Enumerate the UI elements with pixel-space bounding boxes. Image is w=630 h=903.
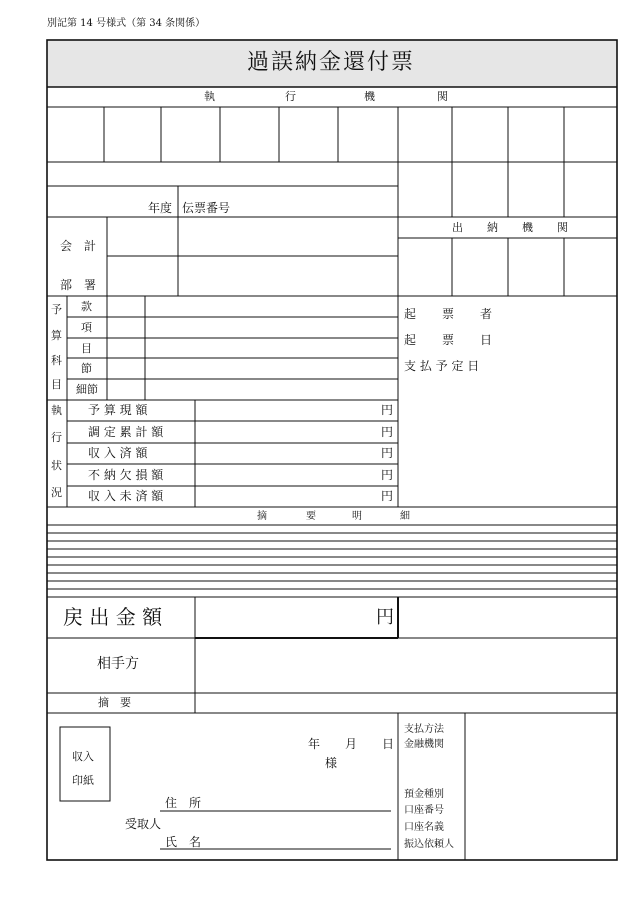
department-label-1: 部 [60, 278, 73, 292]
refund-amount-label: 戻 出 金 額 [63, 605, 163, 629]
execution-title-2: 行 [51, 431, 62, 444]
execution-row-unit: 円 [381, 446, 394, 460]
drafter-label-1: 起 [404, 307, 417, 321]
financial-institution-label: 金融機関 [404, 739, 444, 750]
remarks-label: 摘 要 [98, 696, 131, 709]
payment-schedule-label: 支 払 予 定 日 [404, 359, 480, 373]
refund-amount-field[interactable] [197, 599, 367, 635]
execution-row-label: 不 納 欠 損 額 [88, 468, 164, 482]
execution-row-label: 予 算 現 額 [88, 403, 148, 417]
draft-date-label-2: 票 [442, 333, 455, 347]
execution-row-unit: 円 [381, 489, 394, 503]
drafter-label-3: 者 [480, 307, 493, 321]
cashier-agency-char-1: 出 [452, 221, 463, 234]
account-holder-label: 口座名義 [404, 822, 444, 833]
date-day-label: 日 [382, 737, 395, 751]
counterparty-field[interactable] [197, 640, 615, 691]
draft-date-label-1: 起 [404, 333, 417, 347]
summary-detail-char-3: 明 [352, 511, 362, 522]
executing-agency-char-4: 関 [437, 90, 448, 103]
department-label-2: 署 [84, 278, 97, 292]
cashier-agency-char-2: 納 [487, 221, 498, 234]
execution-title-3: 状 [51, 459, 62, 472]
stamp-label-1: 収入 [72, 750, 94, 763]
cashier-agency-char-3: 機 [522, 221, 533, 234]
summary-detail-char-2: 要 [306, 511, 316, 522]
accounting-label-1: 会 [60, 239, 73, 253]
summary-detail-char-4: 細 [400, 511, 410, 522]
address-label: 住 所 [165, 796, 202, 810]
execution-row-label: 調 定 累 計 額 [88, 425, 164, 439]
budget-title-2: 算 [51, 329, 62, 342]
fiscal-year-label: 年度 [148, 201, 173, 215]
budget-item-moku: 目 [81, 342, 92, 355]
execution-title-1: 執 [51, 404, 62, 417]
budget-title-1: 予 [51, 303, 62, 316]
refund-amount-unit: 円 [376, 607, 394, 628]
date-year-label: 年 [308, 737, 321, 751]
executing-agency-char-3: 機 [364, 90, 375, 103]
remarks-field[interactable] [197, 695, 615, 711]
budget-title-4: 目 [51, 378, 62, 391]
cashier-agency-char-4: 関 [557, 221, 568, 234]
budget-item-saisetsu: 細節 [76, 383, 98, 396]
execution-row-unit: 円 [381, 425, 394, 439]
budget-item-setsu: 節 [81, 362, 92, 375]
draft-date-label-3: 日 [480, 333, 493, 347]
execution-title-4: 況 [51, 486, 62, 499]
execution-row-unit: 円 [381, 403, 394, 417]
form-number-note: 別記第 14 号様式（第 34 条関係） [47, 18, 206, 29]
form-title: 過誤納金還付票 [246, 50, 415, 75]
executing-agency-char-1: 執 [204, 90, 215, 103]
execution-row-label: 収 入 済 額 [88, 446, 148, 460]
recipient-label: 受取人 [125, 817, 162, 831]
budget-title-3: 科 [51, 354, 62, 367]
counterparty-label: 相手方 [97, 656, 139, 672]
account-number-label: 口座番号 [404, 805, 444, 816]
slip-number-label: 伝票番号 [182, 201, 231, 215]
accounting-label-2: 計 [84, 239, 97, 253]
payment-method-label: 支払方法 [404, 724, 444, 735]
stamp-label-2: 印紙 [72, 774, 94, 787]
deposit-type-label: 預金種別 [404, 789, 444, 800]
execution-row-unit: 円 [381, 468, 394, 482]
budget-item-kou: 項 [81, 321, 92, 334]
execution-row-label: 収 入 未 済 額 [88, 489, 164, 503]
sama-label: 様 [325, 756, 338, 770]
executing-agency-char-2: 行 [285, 90, 296, 103]
budget-item-kan: 款 [81, 300, 92, 313]
name-label: 氏 名 [165, 835, 202, 849]
drafter-label-2: 票 [442, 307, 455, 321]
transfer-requester-label: 振込依頼人 [404, 839, 454, 850]
date-month-label: 月 [345, 737, 358, 751]
summary-detail-char-1: 摘 [257, 511, 267, 522]
